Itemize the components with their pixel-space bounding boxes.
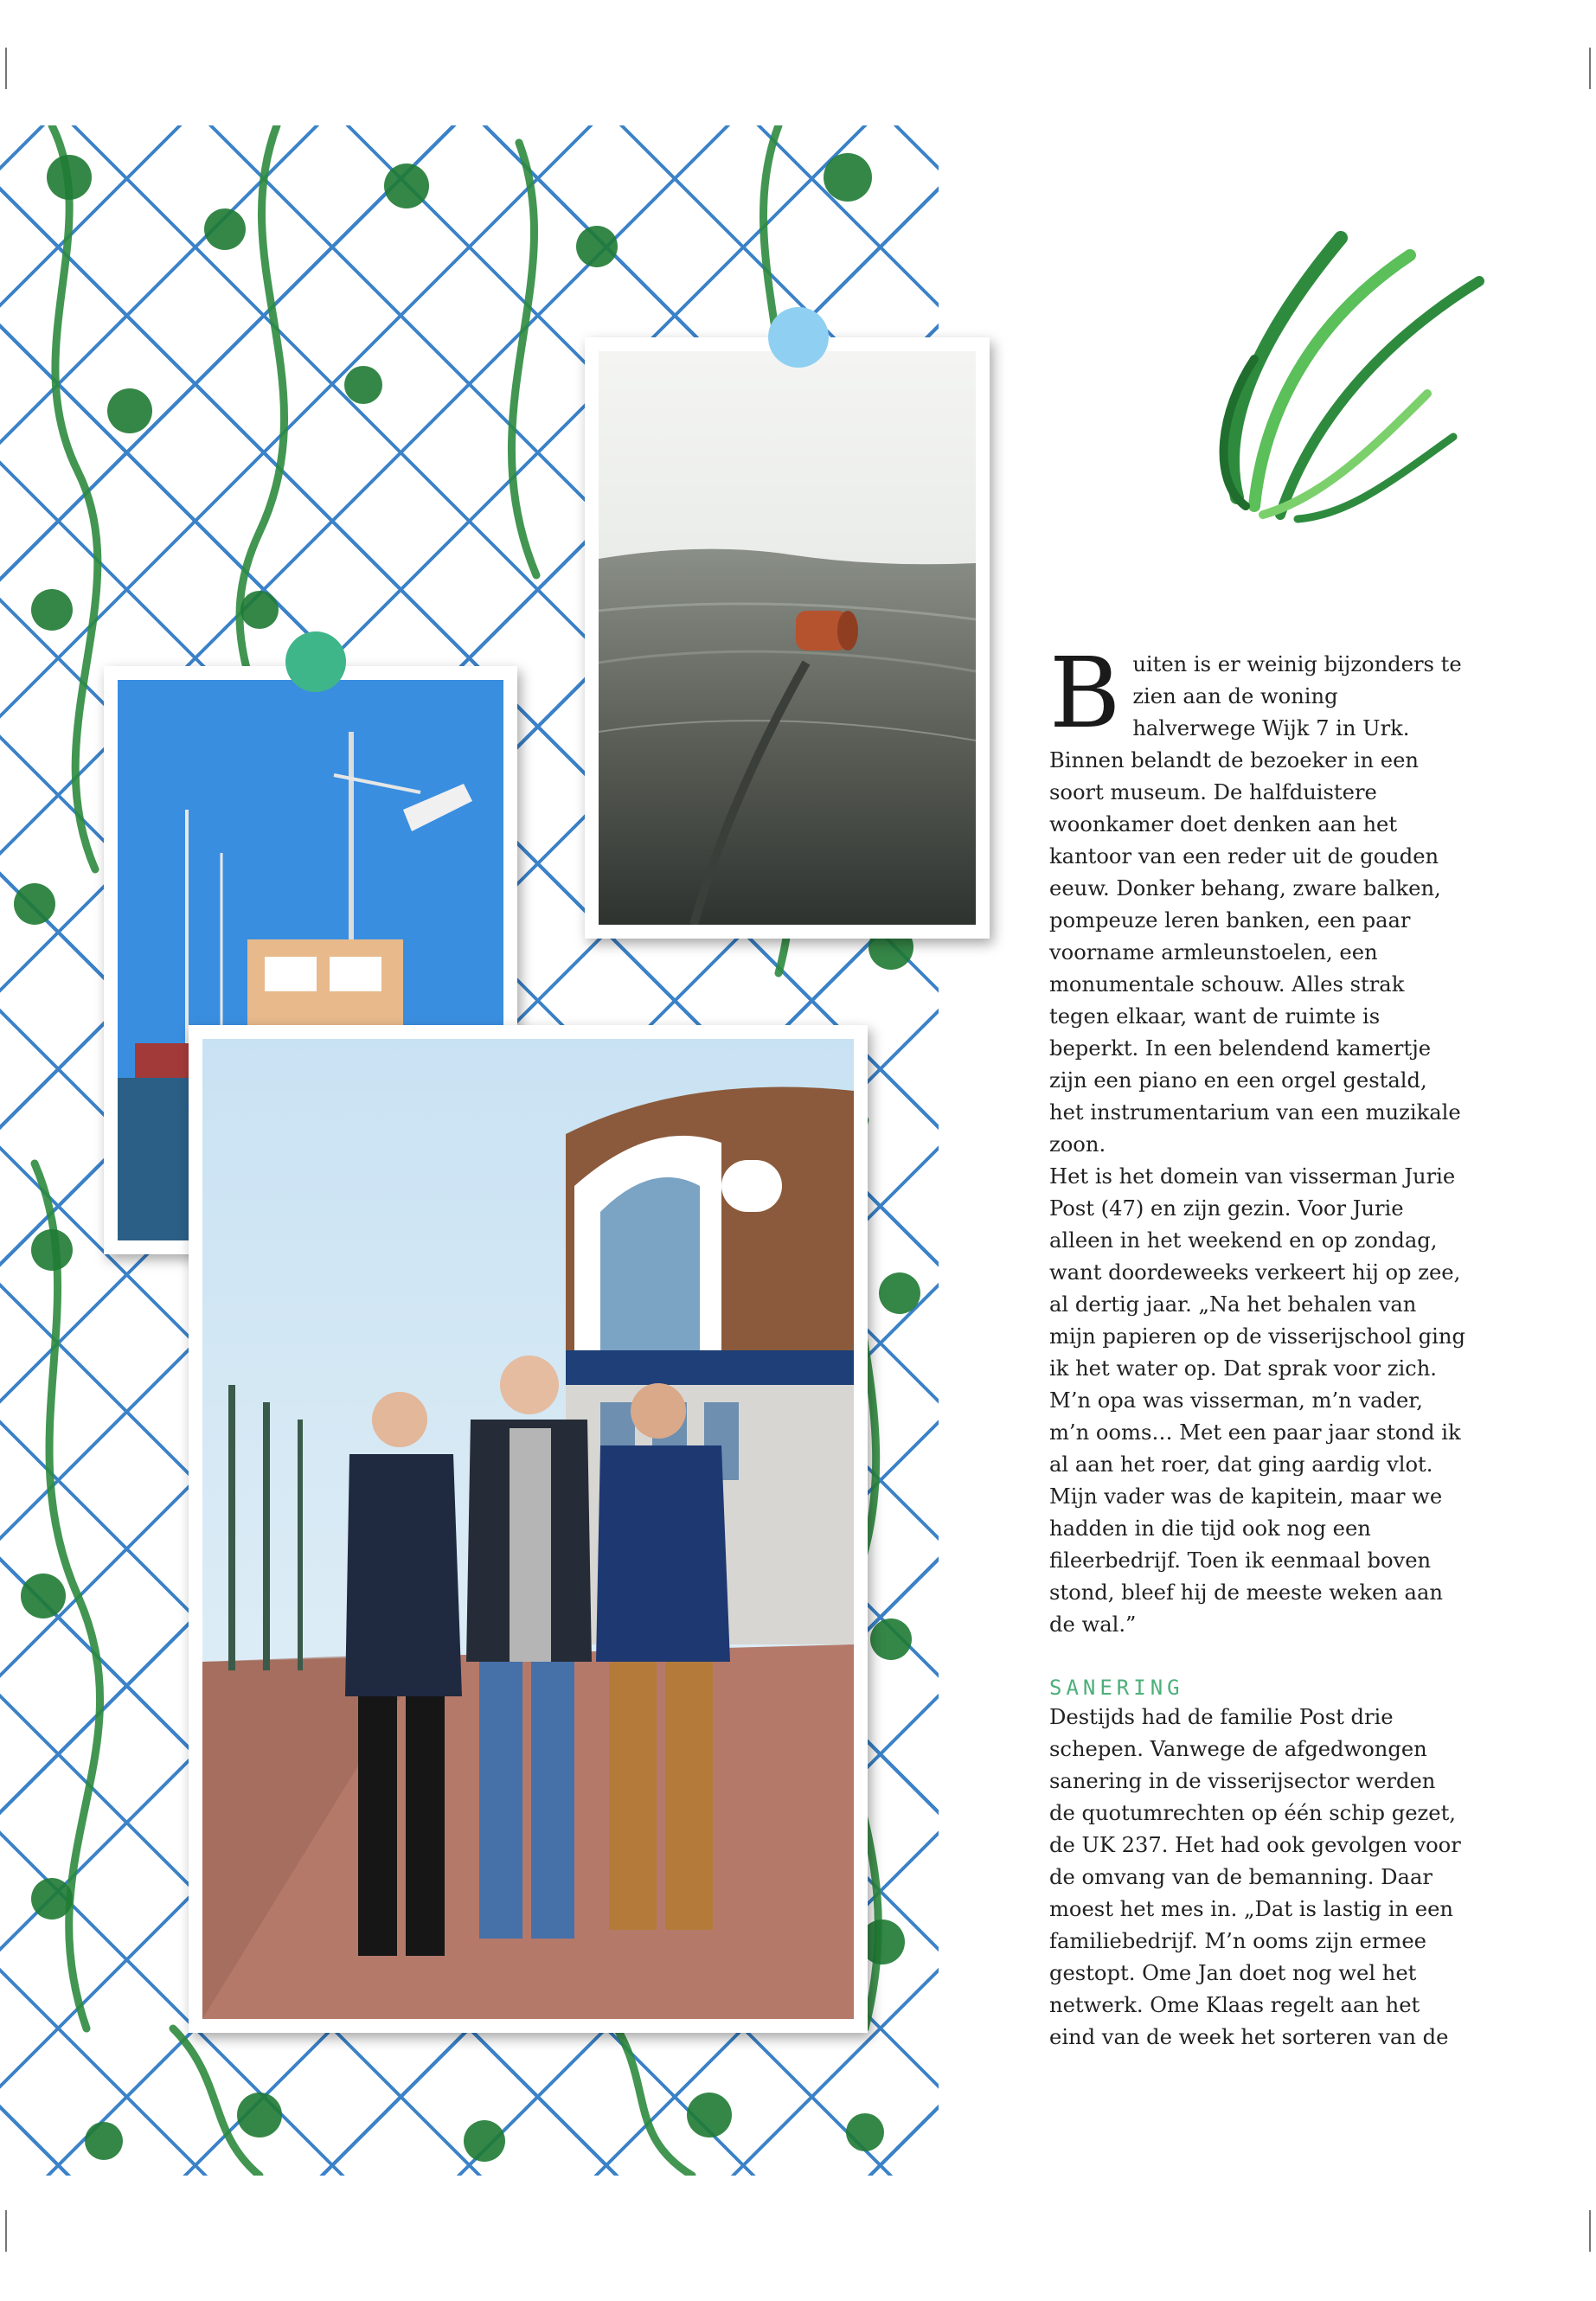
men-walking-image bbox=[202, 1039, 854, 2019]
net-closeup-image bbox=[599, 351, 976, 925]
crop-mark-bottom-left bbox=[5, 2210, 7, 2252]
photo-fishing-net-closeup bbox=[585, 337, 990, 939]
crop-mark-bottom-right bbox=[1589, 2210, 1591, 2252]
kelp-illustration bbox=[1202, 221, 1488, 532]
pin-light-blue bbox=[768, 307, 829, 368]
article-body bbox=[1049, 638, 1466, 2054]
article-paragraph-1: uiten is er weinig bijzonders te zien aan de woning halverwege Wijk 7 in Urk. Binnen belandt de bezoeker in een soort museum. De halfduistere woonkamer doet denken aan het kantoor van een reder uit de gouden eeuw. Donker behang, zware balken, pompeuze leren banken, een paar voorname armleunstoelen, een monumentale schouw. Alles strak tegen elkaar, want de ruimte is beperkt. In een belendend kamertje zijn een piano en een orgel gestald, het instrumentarium van een muzikale zoon. bbox=[1049, 652, 1462, 1157]
pin-teal bbox=[285, 631, 346, 692]
crop-mark-top-left bbox=[5, 48, 7, 89]
article-paragraph-2: Het is het domein van visserman Jurie Post (47) en zijn gezin. Voor Jurie alleen in het weekend en op zondag, want doordeweeks verkeert hij op zee, al dertig jaar. „Na het behalen van mijn papieren op de visserijschool ging ik het water op. Dat sprak voor zich. M’n opa was visserman, m’n vader, m’n ooms… Met een paar jaar stond ik al aan het roer, dat ging aardig vlot. Mijn vader was de kapitein, maar we hadden in die tijd ook nog een fileerbedrijf. Toen ik eenmaal boven stond, bleef hij de meeste weken aan de wal.” bbox=[1049, 1164, 1465, 1637]
photo-three-men-walking bbox=[189, 1025, 868, 2033]
crop-mark-top-right bbox=[1589, 48, 1591, 89]
drop-cap: B bbox=[1049, 638, 1121, 750]
section-subheading: SANERING bbox=[1049, 1676, 1184, 1700]
article-paragraph-3: Destijds had de familie Post drie schepen. Vanwege de afgedwongen sanering in de visserijsector werden de quotumrechten op één schip gezet, de UK 237. Het had ook gevolgen voor de omvang van de bemanning. Daar moest het mes in. „Dat is lastig in een familiebedrijf. M’n ooms zijn ermee gestopt. Ome Jan doet nog wel het netwerk. Ome Klaas regelt aan het eind van de week het sorteren van de bbox=[1049, 1705, 1461, 2049]
